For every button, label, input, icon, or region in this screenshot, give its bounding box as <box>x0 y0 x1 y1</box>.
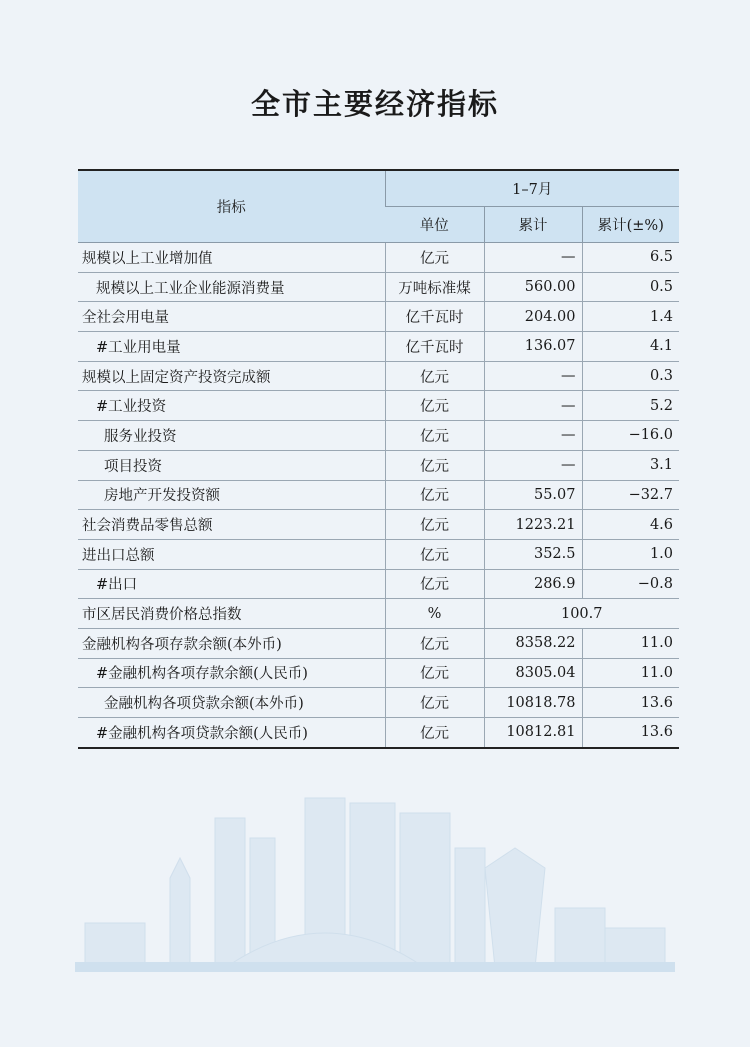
table-row <box>78 480 679 510</box>
table-body <box>78 243 679 748</box>
table-row <box>78 332 679 362</box>
header-indicator: 指标 <box>78 170 385 243</box>
row-unit: 万吨标准煤 <box>385 272 484 302</box>
row-cumulative-pct: −0.8 <box>582 569 679 599</box>
row-cumulative-pct: 0.3 <box>582 361 679 391</box>
row-unit: 亿千瓦时 <box>385 332 484 362</box>
row-cumulative: 286.9 <box>484 569 582 599</box>
row-cumulative: — <box>484 361 582 391</box>
row-unit: 亿元 <box>385 391 484 421</box>
table-row <box>78 658 679 688</box>
row-cumulative: 1223.21 <box>484 510 582 540</box>
row-cumulative-pct: 4.1 <box>582 332 679 362</box>
table-row <box>78 302 679 332</box>
header-period: 1–7月 <box>385 170 679 207</box>
table-row <box>78 272 679 302</box>
row-cumulative: 560.00 <box>484 272 582 302</box>
table-row <box>78 539 679 569</box>
row-unit: 亿元 <box>385 688 484 718</box>
row-cumulative-pct: 4.6 <box>582 510 679 540</box>
table-row <box>78 718 679 748</box>
row-cumulative-pct: 5.2 <box>582 391 679 421</box>
row-cumulative-pct: 11.0 <box>582 658 679 688</box>
row-indicator-name: 房地产开发投资额 <box>78 480 385 510</box>
row-indicator-name: 金融机构各项存款余额(本外币) <box>78 628 385 658</box>
table-row <box>78 361 679 391</box>
row-cumulative-pct: 1.0 <box>582 539 679 569</box>
indicators-table <box>78 169 679 749</box>
row-unit: 亿元 <box>385 480 484 510</box>
table-row <box>78 510 679 540</box>
table-row <box>78 421 679 451</box>
table-row <box>78 599 679 629</box>
row-cumulative-pct: 6.5 <box>582 243 679 273</box>
row-merged-value: 100.7 <box>484 599 679 629</box>
row-indicator-name: 全社会用电量 <box>78 302 385 332</box>
row-cumulative-pct: 1.4 <box>582 302 679 332</box>
row-unit: 亿元 <box>385 450 484 480</box>
row-cumulative: 352.5 <box>484 539 582 569</box>
row-indicator-name: 规模以上固定资产投资完成额 <box>78 361 385 391</box>
row-cumulative-pct: 13.6 <box>582 688 679 718</box>
row-unit: 亿元 <box>385 510 484 540</box>
row-cumulative: 10818.78 <box>484 688 582 718</box>
row-indicator-name: #金融机构各项贷款余额(人民币) <box>78 718 385 748</box>
table-row <box>78 391 679 421</box>
ground-band <box>75 962 675 972</box>
header-unit: 单位 <box>385 207 484 243</box>
page-title: 全市主要经济指标 <box>250 87 499 121</box>
row-unit: 亿元 <box>385 569 484 599</box>
row-unit: % <box>385 599 484 629</box>
row-indicator-name: #工业用电量 <box>78 332 385 362</box>
header-cumulative-pct: 累计(±%) <box>582 207 679 243</box>
table-row <box>78 243 679 273</box>
header-cumulative: 累计 <box>484 207 582 243</box>
row-unit: 亿元 <box>385 628 484 658</box>
row-unit: 亿元 <box>385 658 484 688</box>
row-cumulative-pct: 11.0 <box>582 628 679 658</box>
table-row <box>78 628 679 658</box>
row-indicator-name: 规模以上工业企业能源消费量 <box>78 272 385 302</box>
row-indicator-name: 金融机构各项贷款余额(本外币) <box>78 688 385 718</box>
row-indicator-name: #金融机构各项存款余额(人民币) <box>78 658 385 688</box>
row-cumulative-pct: 3.1 <box>582 450 679 480</box>
row-indicator-name: 服务业投资 <box>78 421 385 451</box>
row-unit: 亿千瓦时 <box>385 302 484 332</box>
row-unit: 亿元 <box>385 361 484 391</box>
row-indicator-name: #工业投资 <box>78 391 385 421</box>
row-cumulative-pct: 13.6 <box>582 718 679 748</box>
row-unit: 亿元 <box>385 718 484 748</box>
row-cumulative: — <box>484 243 582 273</box>
row-cumulative-pct: −32.7 <box>582 480 679 510</box>
row-unit: 亿元 <box>385 421 484 451</box>
row-cumulative-pct: −16.0 <box>582 421 679 451</box>
row-cumulative: 204.00 <box>484 302 582 332</box>
row-cumulative: 10812.81 <box>484 718 582 748</box>
row-cumulative: — <box>484 421 582 451</box>
city-skyline-illustration <box>75 758 675 973</box>
table-row <box>78 688 679 718</box>
row-cumulative: — <box>484 391 582 421</box>
row-indicator-name: 项目投资 <box>78 450 385 480</box>
row-indicator-name: 社会消费品零售总额 <box>78 510 385 540</box>
row-cumulative: 55.07 <box>484 480 582 510</box>
row-cumulative-pct: 0.5 <box>582 272 679 302</box>
row-indicator-name: 规模以上工业增加值 <box>78 243 385 273</box>
table-row <box>78 569 679 599</box>
row-cumulative: 8358.22 <box>484 628 582 658</box>
row-indicator-name: 进出口总额 <box>78 539 385 569</box>
row-cumulative: 8305.04 <box>484 658 582 688</box>
row-indicator-name: #出口 <box>78 569 385 599</box>
row-cumulative: — <box>484 450 582 480</box>
row-unit: 亿元 <box>385 243 484 273</box>
row-cumulative: 136.07 <box>484 332 582 362</box>
table-row <box>78 450 679 480</box>
row-unit: 亿元 <box>385 539 484 569</box>
row-indicator-name: 市区居民消费价格总指数 <box>78 599 385 629</box>
